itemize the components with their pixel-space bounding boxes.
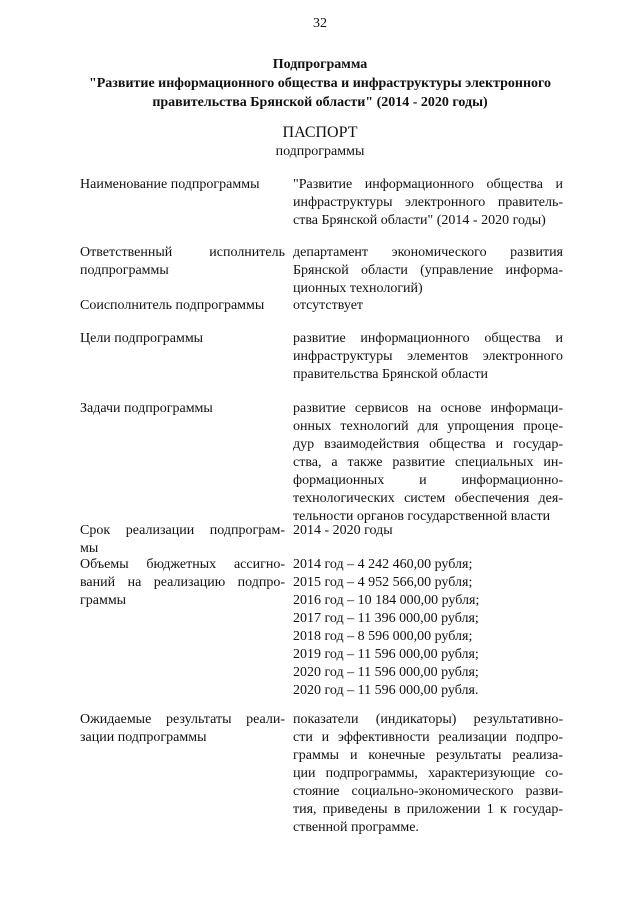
- executor-value-line: департамент экономического развития: [293, 245, 563, 260]
- budget-year-line: 2015 год – 4 952 566,00 рубля;: [293, 575, 473, 590]
- name-value-line: "Развитие информационного общества и: [293, 177, 563, 192]
- goals-label-text: Цели подпрограммы: [80, 331, 204, 346]
- budget-label: [80, 556, 285, 610]
- tasks-value-line: онных технологий для упрощения проце-: [293, 419, 563, 434]
- tasks-value-line: тельности органов государственной власти: [293, 509, 551, 524]
- goals-label: [80, 330, 285, 348]
- budget-value: [293, 556, 563, 700]
- budget-year-line: 2019 год – 11 596 000,00 рубля;: [293, 647, 479, 662]
- coexecutor-value: [293, 297, 563, 315]
- tasks-value-line: развитие сервисов на основе информаци-: [293, 401, 563, 416]
- executor-label: [80, 244, 285, 280]
- results-label-line: Ожидаемые результаты реали-: [80, 712, 285, 727]
- results-value-line: тия, приведены в приложении 1 к государ-: [293, 802, 563, 817]
- name-label: [80, 176, 285, 194]
- name-value-line: инфраструктуры электронного правитель-: [293, 195, 563, 210]
- title-line-2: "Развитие информационного общества и инфраструктуры электронного: [88, 76, 552, 91]
- passport-heading: ПАСПОРТ: [282, 124, 358, 141]
- results-value-line: показатели (индикаторы) результативно-: [293, 712, 563, 727]
- coexecutor-label-text: Соисполнитель подпрограммы: [80, 298, 265, 313]
- term-value-text: 2014 - 2020 годы: [293, 523, 393, 538]
- name-value-line: ства Брянской области" (2014 - 2020 годы): [293, 213, 546, 228]
- budget-year-line: 2014 год – 4 242 460,00 рубля;: [293, 557, 473, 572]
- results-value-line: сти и эффективности реализации подпро-: [293, 730, 563, 745]
- budget-year-line: 2020 год – 11 596 000,00 рубля;: [293, 665, 479, 680]
- page-number: 32: [313, 16, 327, 31]
- tasks-value-line: формационных и информационно-: [293, 473, 563, 488]
- results-label-line: зации подпрограммы: [80, 730, 207, 745]
- executor-label-line: подпрограммы: [80, 263, 169, 278]
- budget-year-line: 2020 год – 11 596 000,00 рубля.: [293, 683, 479, 698]
- results-value-line: граммы и конечные результаты реализа-: [293, 748, 563, 763]
- results-value-line: стояние социально-экономического разви-: [293, 784, 563, 799]
- tasks-label-text: Задачи подпрограммы: [80, 401, 213, 416]
- goals-value-line: правительства Брянской области: [293, 367, 489, 382]
- tasks-label: [80, 400, 285, 418]
- title-line-3: правительства Брянской области" (2014 - 2020 годы): [152, 95, 488, 110]
- results-value-line: ции подпрограммы, характеризующие со-: [293, 766, 563, 781]
- tasks-value-line: ства, а также развитие специальных ин-: [293, 455, 563, 470]
- budget-label-line: Объемы бюджетных ассигно-: [80, 557, 285, 572]
- title-line-1: Подпрограмма: [272, 57, 368, 72]
- goals-value: [293, 330, 563, 384]
- results-value-line: ственной программе.: [293, 820, 419, 835]
- budget-label-line: граммы: [80, 593, 127, 608]
- term-label: [80, 522, 285, 558]
- tasks-value-line: технологических систем обеспечения дея-: [293, 491, 563, 506]
- budget-year-line: 2017 год – 11 396 000,00 рубля;: [293, 611, 479, 626]
- goals-value-line: инфраструктуры элементов электронного: [293, 349, 563, 364]
- name-label-text: Наименование подпрограммы: [80, 177, 260, 192]
- term-value: [293, 522, 563, 540]
- tasks-value: [293, 400, 563, 526]
- budget-label-line: ваний на реализацию подпро-: [80, 575, 285, 590]
- budget-year-line: 2016 год – 10 184 000,00 рубля;: [293, 593, 480, 608]
- coexecutor-label: [80, 297, 285, 315]
- budget-year-line: 2018 год – 8 596 000,00 рубля;: [293, 629, 473, 644]
- passport-subheading: подпрограммы: [275, 144, 365, 159]
- goals-value-line: развитие информационного общества и: [293, 331, 563, 346]
- executor-value-line: Брянской области (управление информа-: [293, 263, 563, 278]
- results-label: [80, 711, 285, 747]
- term-label-line: Срок реализации подпрограм-: [80, 523, 285, 538]
- tasks-value-line: дур взаимодействия общества и государ-: [293, 437, 563, 452]
- executor-label-line: Ответственный исполнитель: [80, 245, 285, 260]
- executor-value: [293, 244, 563, 298]
- executor-value-line: ционных технологий): [293, 281, 423, 296]
- term-label-line: мы: [80, 541, 99, 556]
- name-value: [293, 176, 563, 230]
- results-value: [293, 711, 563, 837]
- subprogram-title: [60, 55, 580, 112]
- coexecutor-value-text: отсутствует: [293, 298, 364, 313]
